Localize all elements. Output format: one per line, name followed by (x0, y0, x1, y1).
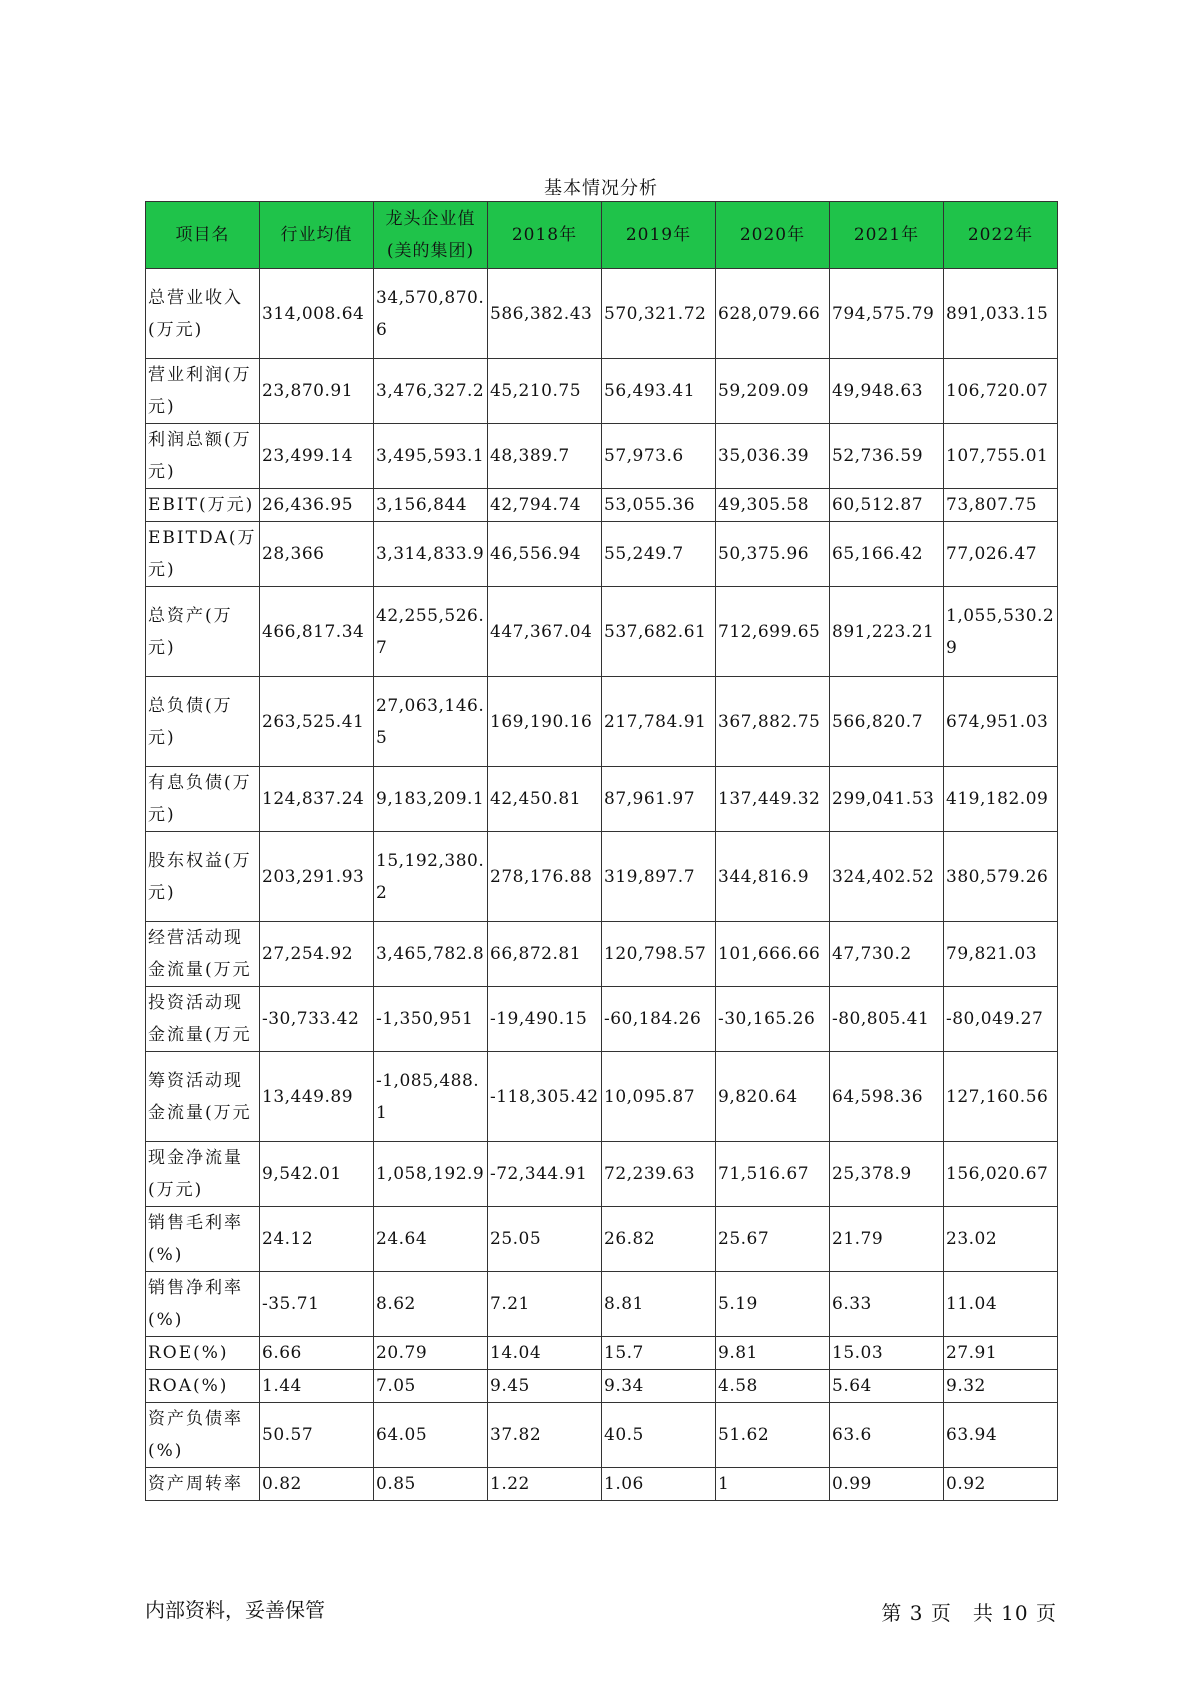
table-row (146, 1272, 1058, 1337)
table-cell: 26.82 (602, 1207, 716, 1272)
table-cell: 28,366 (260, 522, 374, 587)
table-cell: 0.85 (374, 1468, 488, 1501)
table-cell: 27.91 (944, 1337, 1058, 1370)
table-cell: 63.94 (944, 1403, 1058, 1468)
table-cell: 64.05 (374, 1403, 488, 1468)
table-cell: 14.04 (488, 1337, 602, 1370)
table-cell: 79,821.03 (944, 922, 1058, 987)
row-label: EBITDA(万元) (146, 522, 260, 587)
table-cell: 107,755.01 (944, 424, 1058, 489)
table-cell: 64,598.36 (830, 1052, 944, 1142)
table-row (146, 587, 1058, 677)
table-cell: 120,798.57 (602, 922, 716, 987)
table-cell: 23.02 (944, 1207, 1058, 1272)
table-cell: 47,730.2 (830, 922, 944, 987)
footer-confidential-note: 内部资料，妥善保管 (145, 1598, 325, 1622)
table-cell: 169,190.16 (488, 677, 602, 767)
table-cell: -1,085,488.1 (374, 1052, 488, 1142)
table-cell: 466,817.34 (260, 587, 374, 677)
table-cell: 25.05 (488, 1207, 602, 1272)
row-label: 股东权益(万元) (146, 832, 260, 922)
table-cell: 217,784.91 (602, 677, 716, 767)
table-cell: 0.99 (830, 1468, 944, 1501)
header-cell: 行业均值 (260, 202, 374, 269)
table-row (146, 359, 1058, 424)
table-cell: 65,166.42 (830, 522, 944, 587)
table-cell: 23,870.91 (260, 359, 374, 424)
table-cell: 278,176.88 (488, 832, 602, 922)
table-cell: 46,556.94 (488, 522, 602, 587)
table-cell: 1,058,192.9 (374, 1142, 488, 1207)
table-cell: 9,820.64 (716, 1052, 830, 1142)
table-cell: 8.81 (602, 1272, 716, 1337)
table-cell: 7.21 (488, 1272, 602, 1337)
table-cell: 6.66 (260, 1337, 374, 1370)
table-cell: 299,041.53 (830, 767, 944, 832)
table-cell: 45,210.75 (488, 359, 602, 424)
table-cell: 72,239.63 (602, 1142, 716, 1207)
header-cell: 2018年 (488, 202, 602, 269)
table-cell: 570,321.72 (602, 269, 716, 359)
table-cell: 712,699.65 (716, 587, 830, 677)
table-cell: 891,223.21 (830, 587, 944, 677)
row-label: 营业利润(万元) (146, 359, 260, 424)
table-row (146, 1468, 1058, 1501)
table-cell: 9.81 (716, 1337, 830, 1370)
row-label: 资产负债率(%) (146, 1403, 260, 1468)
row-label: 筹资活动现金流量(万元 (146, 1052, 260, 1142)
table-cell: 9,542.01 (260, 1142, 374, 1207)
table-cell: 6.33 (830, 1272, 944, 1337)
table-row (146, 424, 1058, 489)
table-cell: 101,666.66 (716, 922, 830, 987)
row-label: 利润总额(万元) (146, 424, 260, 489)
table-cell: -19,490.15 (488, 987, 602, 1052)
header-cell: 2020年 (716, 202, 830, 269)
table-cell: 25.67 (716, 1207, 830, 1272)
table-row (146, 987, 1058, 1052)
row-label: 总负债(万元) (146, 677, 260, 767)
table-row (146, 832, 1058, 922)
table-cell: 794,575.79 (830, 269, 944, 359)
table-cell: 1 (716, 1468, 830, 1501)
table-cell: 9,183,209.1 (374, 767, 488, 832)
row-label: 总营业收入(万元) (146, 269, 260, 359)
table-cell: 13,449.89 (260, 1052, 374, 1142)
table-cell: 7.05 (374, 1370, 488, 1403)
table-row (146, 1370, 1058, 1403)
row-label: 有息负债(万元) (146, 767, 260, 832)
table-cell: 380,579.26 (944, 832, 1058, 922)
table-cell: -72,344.91 (488, 1142, 602, 1207)
table-cell: 314,008.64 (260, 269, 374, 359)
table-row (146, 922, 1058, 987)
table-cell: -80,805.41 (830, 987, 944, 1052)
table-cell: 1.44 (260, 1370, 374, 1403)
table-cell: 628,079.66 (716, 269, 830, 359)
row-label: 资产周转率 (146, 1468, 260, 1501)
row-label: ROE(%) (146, 1337, 260, 1370)
table-cell: 56,493.41 (602, 359, 716, 424)
row-label: 销售净利率(%) (146, 1272, 260, 1337)
table-cell: 1.22 (488, 1468, 602, 1501)
table-cell: 42,794.74 (488, 489, 602, 522)
table-row (146, 767, 1058, 832)
table-cell: 15.7 (602, 1337, 716, 1370)
header-cell: 2021年 (830, 202, 944, 269)
row-label: 现金净流量(万元) (146, 1142, 260, 1207)
table-cell: 60,512.87 (830, 489, 944, 522)
table-cell: 447,367.04 (488, 587, 602, 677)
table-row (146, 1142, 1058, 1207)
header-cell: 龙头企业值(美的集团) (374, 202, 488, 269)
table-cell: -1,350,951 (374, 987, 488, 1052)
table-cell: 203,291.93 (260, 832, 374, 922)
table-cell: -60,184.26 (602, 987, 716, 1052)
table-cell: 66,872.81 (488, 922, 602, 987)
table-cell: -80,049.27 (944, 987, 1058, 1052)
financial-table (145, 201, 1058, 1501)
table-cell: 9.45 (488, 1370, 602, 1403)
table-cell: 674,951.03 (944, 677, 1058, 767)
table-row (146, 1403, 1058, 1468)
table-cell: 566,820.7 (830, 677, 944, 767)
table-cell: 27,063,146.5 (374, 677, 488, 767)
table-cell: 40.5 (602, 1403, 716, 1468)
header-cell: 2019年 (602, 202, 716, 269)
row-label: 经营活动现金流量(万元 (146, 922, 260, 987)
table-cell: 34,570,870.6 (374, 269, 488, 359)
table-cell: 1,055,530.29 (944, 587, 1058, 677)
table-cell: 49,305.58 (716, 489, 830, 522)
table-cell: 3,314,833.9 (374, 522, 488, 587)
table-cell: 124,837.24 (260, 767, 374, 832)
page-number: 第 3 页 共 10 页 (881, 1601, 1057, 1625)
table-caption: 基本情况分析 (544, 178, 658, 199)
table-cell: 3,156,844 (374, 489, 488, 522)
table-cell: 419,182.09 (944, 767, 1058, 832)
table-cell: 0.82 (260, 1468, 374, 1501)
row-label: 投资活动现金流量(万元 (146, 987, 260, 1052)
table-cell: -118,305.42 (488, 1052, 602, 1142)
table-cell: 11.04 (944, 1272, 1058, 1337)
table-cell: -30,165.26 (716, 987, 830, 1052)
row-label: 总资产(万元) (146, 587, 260, 677)
table-cell: 50.57 (260, 1403, 374, 1468)
table-cell: 52,736.59 (830, 424, 944, 489)
table-row (146, 522, 1058, 587)
table-cell: 127,160.56 (944, 1052, 1058, 1142)
table-cell: 324,402.52 (830, 832, 944, 922)
table-cell: 42,255,526.7 (374, 587, 488, 677)
table-cell: 35,036.39 (716, 424, 830, 489)
table-cell: 10,095.87 (602, 1052, 716, 1142)
table-cell: 367,882.75 (716, 677, 830, 767)
header-cell: 项目名 (146, 202, 260, 269)
table-cell: 37.82 (488, 1403, 602, 1468)
table-cell: 5.64 (830, 1370, 944, 1403)
table-cell: 344,816.9 (716, 832, 830, 922)
table-cell: 319,897.7 (602, 832, 716, 922)
table-cell: -30,733.42 (260, 987, 374, 1052)
table-cell: 48,389.7 (488, 424, 602, 489)
table-cell: 24.64 (374, 1207, 488, 1272)
table-cell: 15,192,380.2 (374, 832, 488, 922)
table-cell: 137,449.32 (716, 767, 830, 832)
table-cell: 50,375.96 (716, 522, 830, 587)
table-cell: 23,499.14 (260, 424, 374, 489)
table-cell: 71,516.67 (716, 1142, 830, 1207)
table-row (146, 1207, 1058, 1272)
table-cell: 55,249.7 (602, 522, 716, 587)
table-cell: 87,961.97 (602, 767, 716, 832)
table-cell: 24.12 (260, 1207, 374, 1272)
table-cell: 26,436.95 (260, 489, 374, 522)
table-cell: 9.34 (602, 1370, 716, 1403)
table-cell: 77,026.47 (944, 522, 1058, 587)
table-cell: 73,807.75 (944, 489, 1058, 522)
table-cell: 63.6 (830, 1403, 944, 1468)
table-cell: 1.06 (602, 1468, 716, 1501)
table-cell: 27,254.92 (260, 922, 374, 987)
table-row (146, 1337, 1058, 1370)
table-row (146, 489, 1058, 522)
table-row (146, 1052, 1058, 1142)
table-cell: 8.62 (374, 1272, 488, 1337)
header-cell: 2022年 (944, 202, 1058, 269)
row-label: 销售毛利率(%) (146, 1207, 260, 1272)
table-row (146, 677, 1058, 767)
table-cell: 263,525.41 (260, 677, 374, 767)
table-cell: 5.19 (716, 1272, 830, 1337)
table-cell: -35.71 (260, 1272, 374, 1337)
table-cell: 3,476,327.2 (374, 359, 488, 424)
table-cell: 20.79 (374, 1337, 488, 1370)
table-cell: 537,682.61 (602, 587, 716, 677)
table-body (146, 269, 1058, 1501)
table-row (146, 269, 1058, 359)
table-cell: 49,948.63 (830, 359, 944, 424)
table-cell: 9.32 (944, 1370, 1058, 1403)
table-cell: 57,973.6 (602, 424, 716, 489)
table-cell: 51.62 (716, 1403, 830, 1468)
table-cell: 156,020.67 (944, 1142, 1058, 1207)
table-cell: 106,720.07 (944, 359, 1058, 424)
row-label: EBIT(万元) (146, 489, 260, 522)
table-cell: 15.03 (830, 1337, 944, 1370)
table-cell: 53,055.36 (602, 489, 716, 522)
header-row (146, 202, 1058, 269)
table-cell: 3,465,782.8 (374, 922, 488, 987)
row-label: ROA(%) (146, 1370, 260, 1403)
table-cell: 3,495,593.1 (374, 424, 488, 489)
table-cell: 0.92 (944, 1468, 1058, 1501)
table-cell: 586,382.43 (488, 269, 602, 359)
table-cell: 21.79 (830, 1207, 944, 1272)
table-cell: 59,209.09 (716, 359, 830, 424)
table-cell: 42,450.81 (488, 767, 602, 832)
table-cell: 891,033.15 (944, 269, 1058, 359)
table-cell: 25,378.9 (830, 1142, 944, 1207)
table-cell: 4.58 (716, 1370, 830, 1403)
